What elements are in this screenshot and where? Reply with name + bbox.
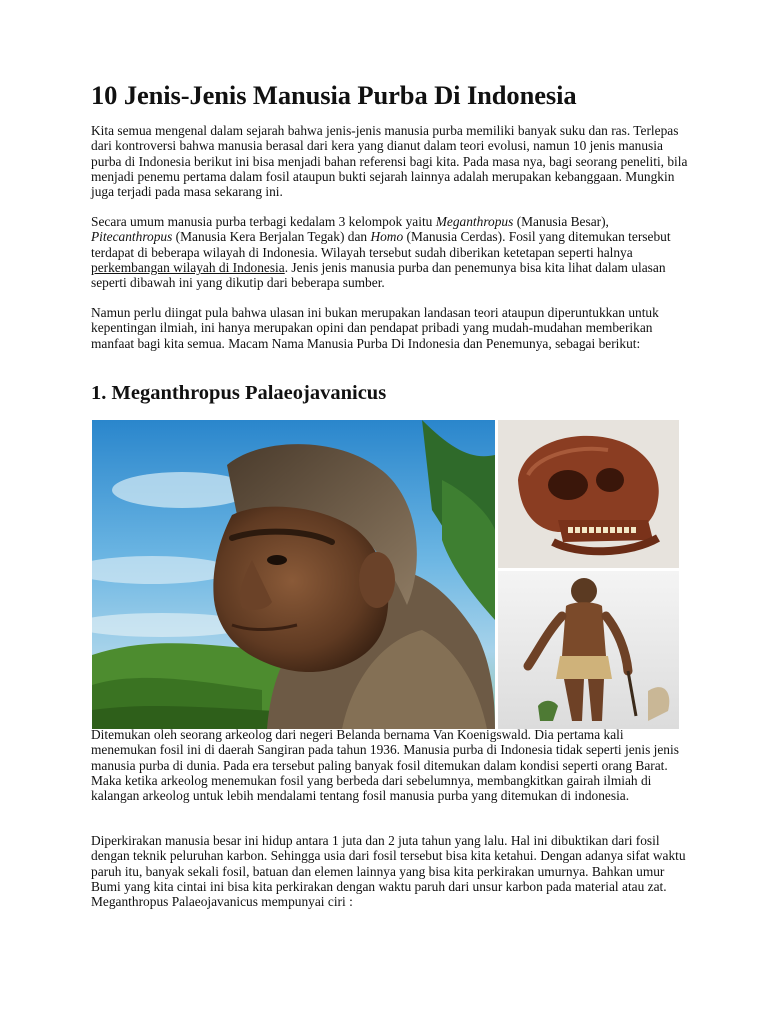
skull-image [498, 420, 679, 568]
intro-paragraph-1: Kita semua mengenal dalam sejarah bahwa jenis-jenis manusia purba memiliki banyak suku dan ras. Terlepas dari kontroversi bahwa manusia berasal dari kera yang dianut dalam teori evolusi, namun 10 jenis manusia purba di Indonesia berikut ini bisa menjadi bahan referensi bagi kita. Pada masa nya, bagi seorang peneliti, bila menjadi penemu pertama dalam fosil ataupun bukti sejarah lainnya adalah merupakan kebanggaan. Mungkin juga terjadi pada masa sekarang ini. [91, 123, 688, 200]
link-perkembangan-wilayah[interactable]: perkembangan wilayah di Indonesia [91, 259, 285, 275]
term-meganthropus: Meganthropus [435, 214, 514, 229]
portrait-image [92, 420, 495, 729]
section-paragraph-2: Diperkirakan manusia besar ini hidup antara 1 juta dan 2 juta tahun yang lalu. Hal ini dibuktikan dari fosil dengan teknik peluruhan karbon. Sehingga usia dari fosil tersebut bisa kita ketahui. Dengan adanya sifat waktu paruh itu, banyak sekali fosil, batuan dan elemen lainnya yang bisa kita perkirakan umurnya. Bahkan umur Bumi yang kita cintai ini bisa kita perkirakan dengan waktu paruh dari unsur karbon pada material atau zat. Meganthropus Palaeojavanicus mempunyai ciri : [91, 833, 686, 910]
intro-paragraph-3: Namun perlu diingat pula bahwa ulasan ini bukan merupakan landasan teori ataupun diperuntukkan untuk kepentingan ilmiah, ini hanya merupakan opini dan pendapat pribadi yang mudah-mudahan memberikan manfaat bagi kita semua. Macam Nama Manusia Purba Di Indonesia dan Penemunya, sebagai berikut: [91, 305, 659, 351]
section-paragraph-1: Ditemukan oleh seorang arkeolog dari negeri Belanda bernama Van Koenigswald. Dia pertama kali menemukan fosil ini di daerah Sangiran pada tahun 1936. Manusia purba di Indonesia tidak seperti jenis jenis manusia purba di dunia. Pada era tersebut paling banyak fosil ditemukan dalam kondisi seperti orang Barat. Maka ketika arkeolog menemukan fosil yang berbeda dari sebelumnya, membangkitkan gairah ilmiah di kalangan arkeolog untuk lebih mendalami tentang fosil manusia purba yang ditemukan di indonesia. [91, 727, 679, 804]
fullbody-figure-image [498, 571, 679, 729]
intro-paragraph-2: Secara umum manusia purba terbagi kedalam 3 kelompok yaitu Meganthropus (Manusia Besar), Pitecanthropus (Manusia Kera Berjalan Tegak) dan Homo (Manusia Cerdas). Fosil yang ditemukan tersebut terdapat di beberapa wilayah di Indonesia. Wilayah tersebut sudah diberikan ketetapan seperti halnya perkembangan wilayah di Indonesia. Jenis jenis manusia purba dan penemunya bisa kita lihat dalam ulasan seperti dibawah ini yang dikutip dari beberapa sumber. [91, 214, 671, 291]
page-title: 10 Jenis-Jenis Manusia Purba Di Indonesia [91, 80, 577, 110]
figure-collage [91, 419, 680, 730]
term-homo: Homo [370, 229, 404, 245]
term-pitecanthropus: Pitecanthropus [91, 229, 173, 245]
section-heading: 1. Meganthropus Palaeojavanicus [91, 382, 387, 404]
